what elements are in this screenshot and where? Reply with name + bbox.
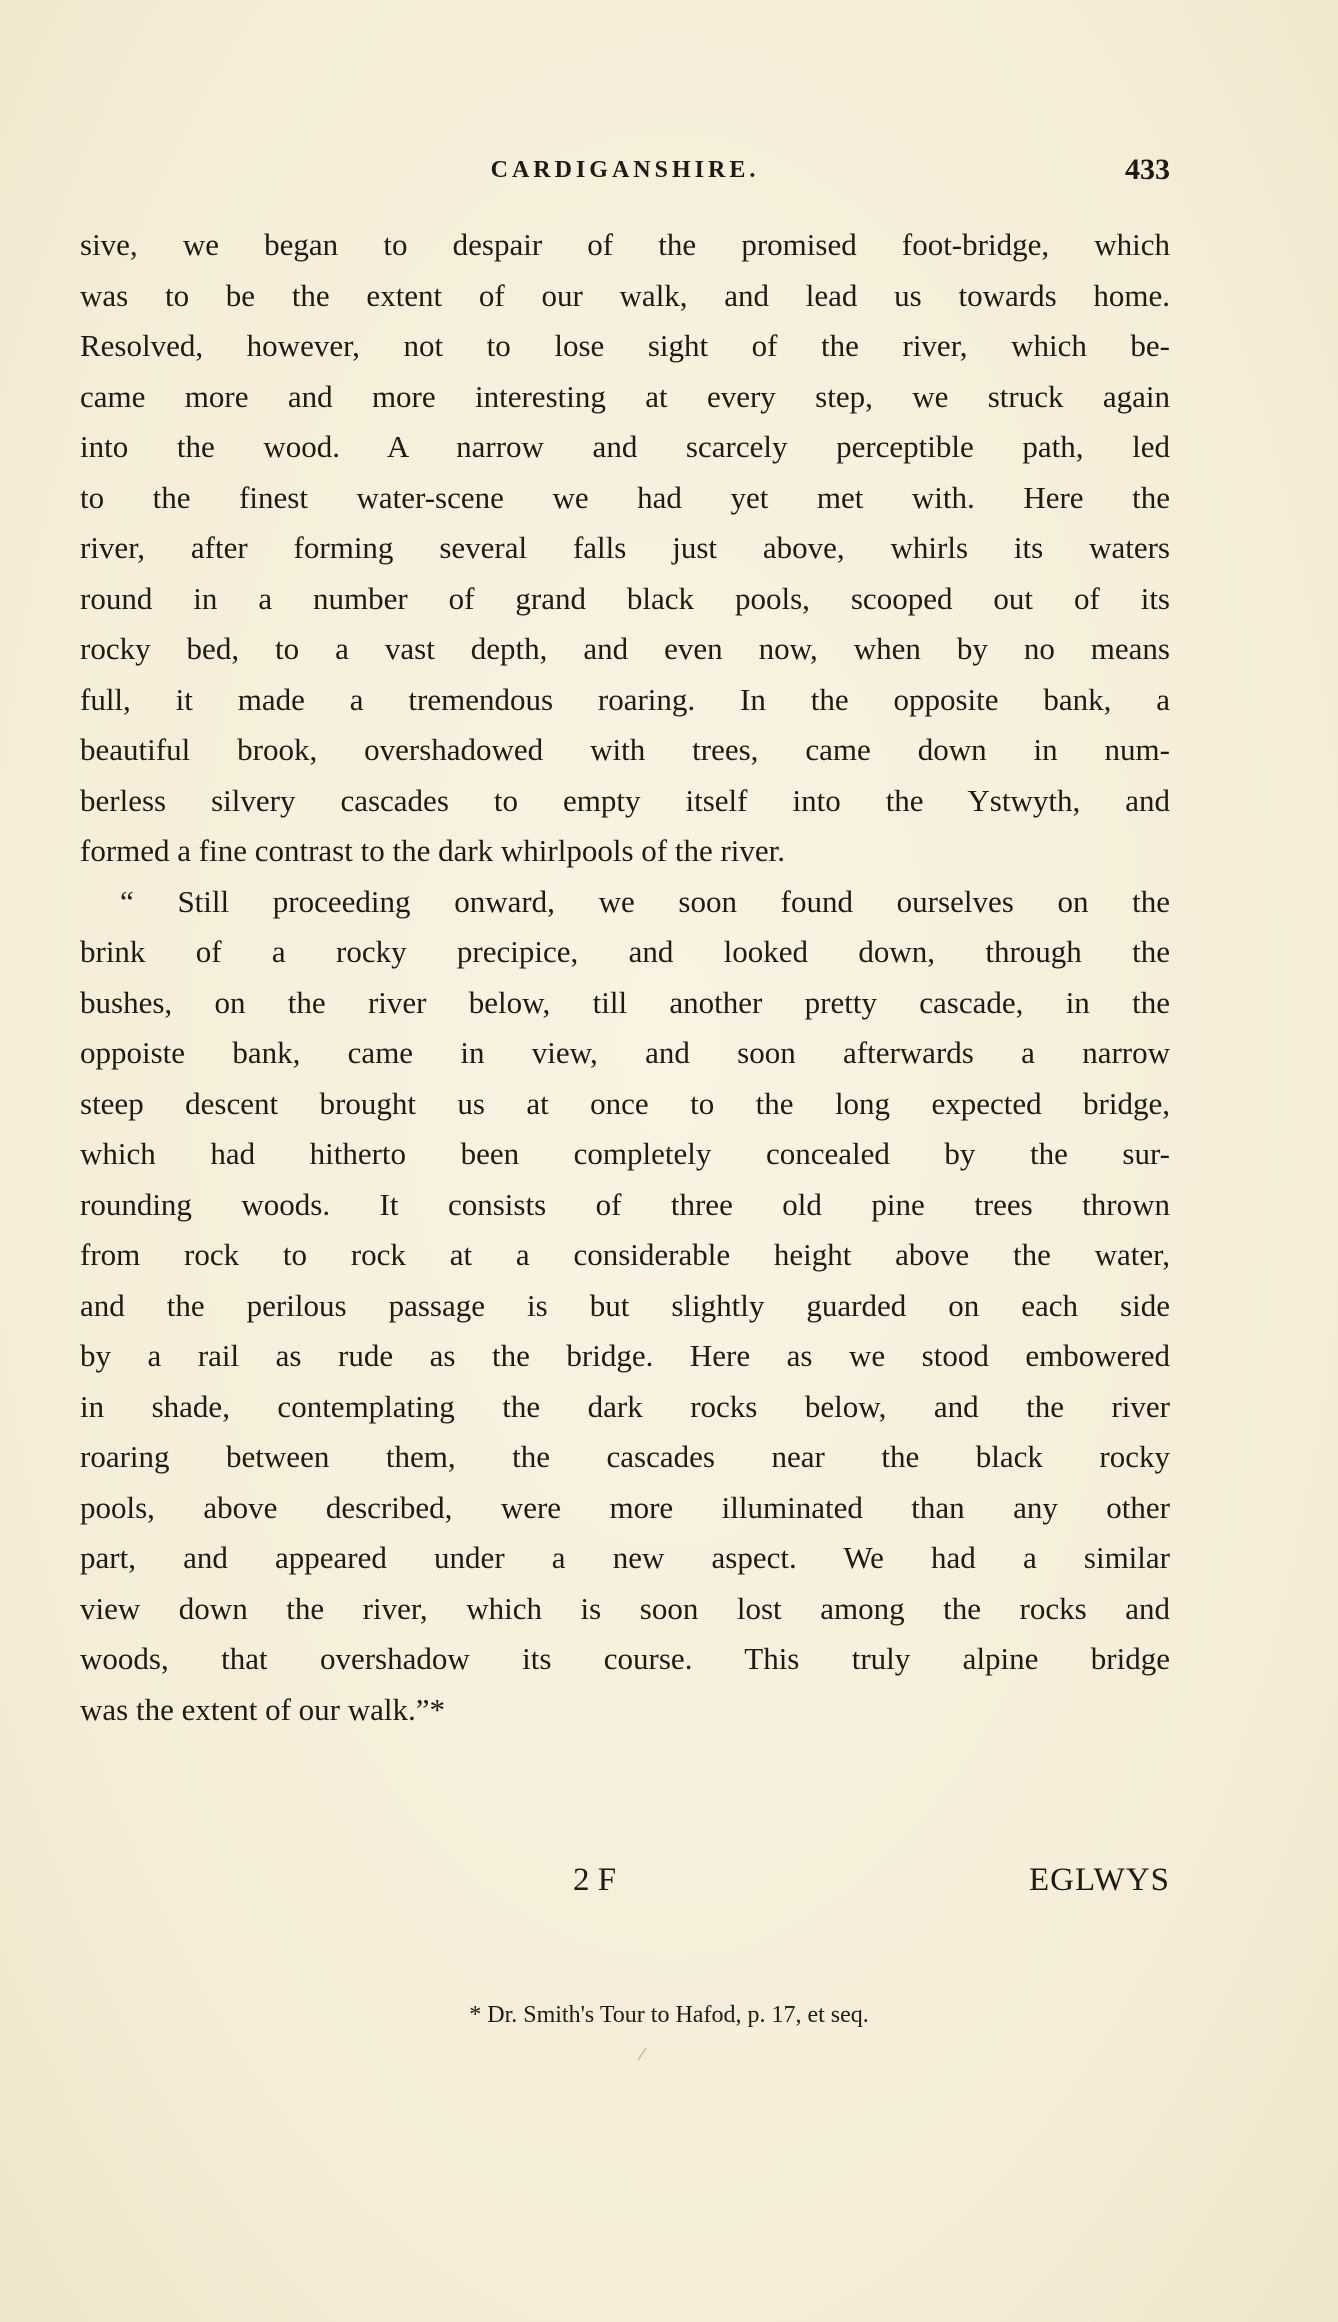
text-line: which had hitherto been completely concealed by the sur- [80,1136,1170,1171]
text-line: brink of a rocky precipice, and looked down, through the [80,934,1170,969]
text-line: sive, we began to despair of the promised foot-bridge, which [80,227,1170,262]
running-head [80,150,1170,190]
text-line: beautiful brook, overshadowed with trees, came down in num- [80,732,1170,767]
text-line: “ Still proceeding onward, we soon found ourselves on the [120,883,1170,919]
signature-mark: 2 F [573,1862,617,1898]
text-line: roaring between them, the cascades near the black rocky [80,1439,1170,1474]
text-line: part, and appeared under a new aspect. We had a similar [80,1540,1170,1575]
text-line: into the wood. A narrow and scarcely perceptible path, led [80,429,1170,464]
text-line: view down the river, which is soon lost among the rocks and [80,1590,1170,1626]
text-line: bushes, on the river below, till another pretty cascade, in the [80,984,1170,1020]
text-line: came more and more interesting at every step, we struck again [80,378,1170,414]
text-line: in shade, contemplating the dark rocks below, and the river [80,1388,1170,1424]
text-line: rounding woods. It consists of three old pine trees thrown [80,1186,1170,1222]
page-number: 433 [1125,153,1170,186]
text-line: berless silvery cascades to empty itself into the Ystwyth, and [80,782,1170,818]
text-line: round in a number of grand black pools, scooped out of its [80,580,1170,616]
text-line: pools, above described, were more illuminated than any other [80,1489,1170,1525]
text-line: by a rail as rude as the bridge. Here as we stood embowered [80,1338,1170,1373]
text-line: oppoiste bank, came in view, and soon afterwards a narrow [80,1035,1170,1070]
catchword: EGLWYS [1028,1862,1170,1898]
text-line: full, it made a tremendous roaring. In the opposite bank, a [80,681,1170,717]
page-show-through [360,2040,660,2120]
text-line: was the extent of our walk.”* [80,1691,445,1727]
text-line: from rock to rock at a considerable height above the water, [80,1237,1170,1272]
text-line: to the finest water-scene we had yet met with. Here the [80,479,1170,515]
text-line: river, after forming several falls just above, whirls its waters [80,530,1170,565]
text-line: was to be the extent of our walk, and lead us towards home. [80,277,1170,313]
catch-row [80,1855,1170,1905]
text-line: steep descent brought us at once to the long expected bridge, [80,1085,1170,1121]
running-title: CARDIGANSHIRE. [490,157,760,183]
text-line: and the perilous passage is but slightly guarded on each side [80,1287,1170,1323]
text-line: rocky bed, to a vast depth, and even now, when by no means [80,631,1170,666]
text-line: formed a fine contrast to the dark whirlpools of the river. [80,833,786,868]
text-line: Resolved, however, not to lose sight of the river, which be- [80,328,1170,363]
text-line: woods, that overshadow its course. This truly alpine bridge [80,1641,1170,1676]
footnote: * Dr. Smith's Tour to Hafod, p. 17, et seq. [469,2002,869,2028]
body-text [80,220,1170,1735]
